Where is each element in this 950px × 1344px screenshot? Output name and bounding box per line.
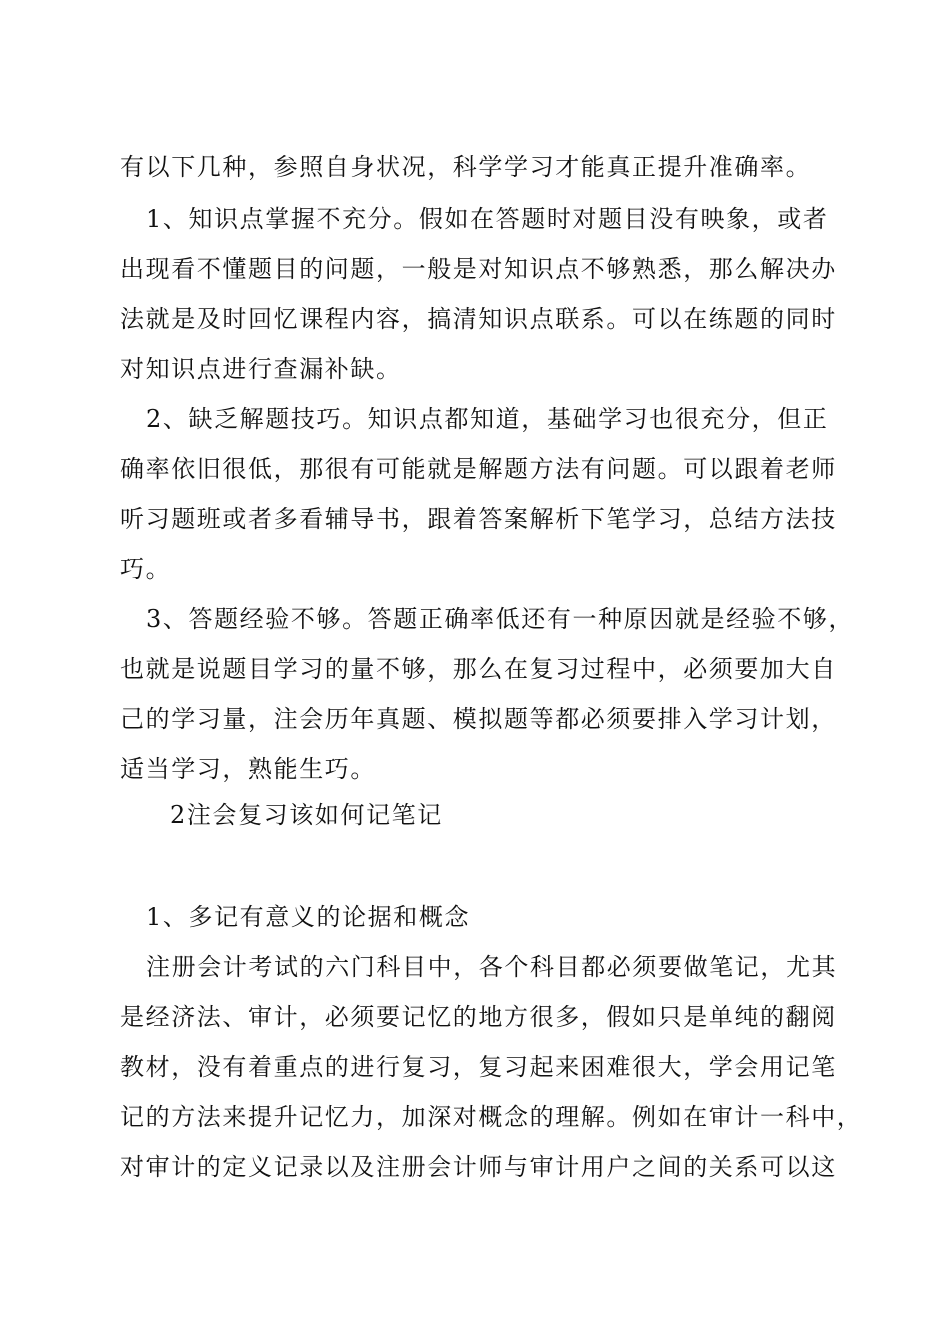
text-line: 2、缺乏解题技巧。知识点都知道，基础学习也很充分，但正 bbox=[146, 405, 829, 433]
text-line: 教材，没有着重点的进行复习，复习起来困难很大，学会用记笔 bbox=[120, 1053, 837, 1081]
text-line: 确率依旧很低，那很有可能就是解题方法有问题。可以跟着老师 bbox=[120, 455, 837, 483]
text-line: 记的方法来提升记忆力，加深对概念的理解。例如在审计一科中， bbox=[120, 1103, 863, 1131]
subsection-heading: 1、多记有意义的论据和概念 bbox=[146, 903, 471, 931]
text-line: 巧。 bbox=[120, 555, 172, 583]
text-line: 有以下几种，参照自身状况，科学学习才能真正提升准确率。 bbox=[120, 153, 812, 181]
text-line: 注册会计考试的六门科目中，各个科目都必须要做笔记，尤其 bbox=[146, 953, 838, 981]
text-line: 对审计的定义记录以及注册会计师与审计用户之间的关系可以这 bbox=[120, 1153, 837, 1181]
text-line: 是经济法、审计，必须要记忆的地方很多，假如只是单纯的翻阅 bbox=[120, 1003, 837, 1031]
text-line: 3、答题经验不够。答题正确率低还有一种原因就是经验不够， bbox=[146, 605, 855, 633]
text-line: 己的学习量，注会历年真题、模拟题等都必须要排入学习计划， bbox=[120, 705, 837, 733]
text-line: 法就是及时回忆课程内容，搞清知识点联系。可以在练题的同时 bbox=[120, 305, 837, 333]
text-line: 适当学习，熟能生巧。 bbox=[120, 755, 376, 783]
text-line: 听习题班或者多看辅导书，跟着答案解析下笔学习，总结方法技 bbox=[120, 505, 837, 533]
text-line: 也就是说题目学习的量不够，那么在复习过程中，必须要加大自 bbox=[120, 655, 837, 683]
text-line: 1、知识点掌握不充分。假如在答题时对题目没有映象，或者 bbox=[146, 205, 829, 233]
section-heading: 2注会复习该如何记笔记 bbox=[170, 801, 443, 829]
text-line: 对知识点进行查漏补缺。 bbox=[120, 355, 402, 383]
text-line: 出现看不懂题目的问题，一般是对知识点不够熟悉，那么解决办 bbox=[120, 255, 837, 283]
